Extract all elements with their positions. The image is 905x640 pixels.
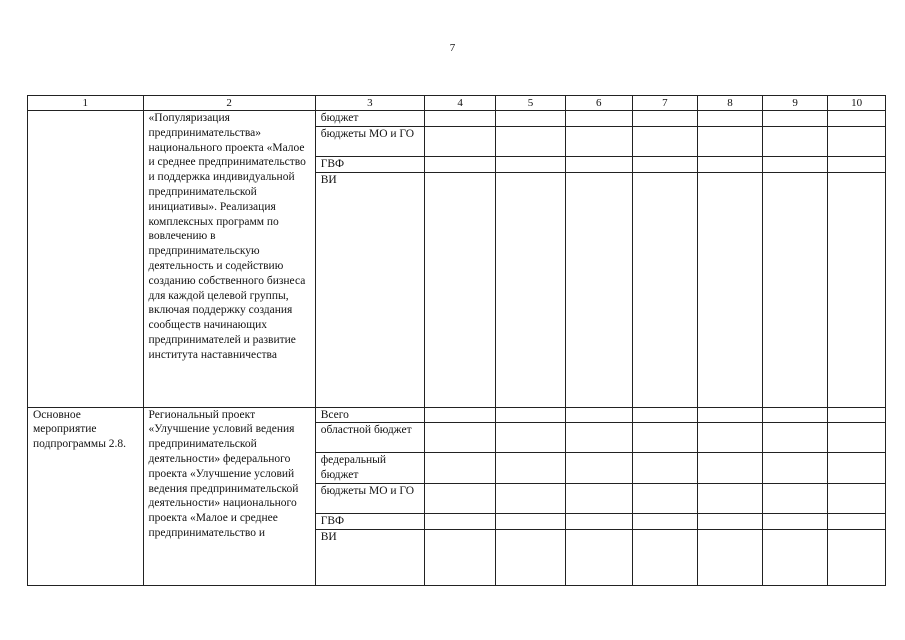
value-cell — [763, 513, 828, 529]
value-cell — [697, 156, 762, 172]
value-cell — [697, 111, 762, 127]
value-cell — [632, 423, 697, 453]
value-cell — [632, 483, 697, 513]
value-cell — [424, 156, 495, 172]
value-cell — [697, 513, 762, 529]
project-description-cell: «Популяризация предпринимательства» национального проекта «Малое и среднее предпринимательство и поддержка индивидуальной предпринимательской инициативы». Реализация комплексных программ по вовлечению в предпринимательскую деятельность и содействию созданию собственного бизнеса для каждой целевой группы, включая поддержку создания сообществ начинающих предпринимателей и развитие института наставничества — [143, 111, 315, 408]
event-name-cell — [28, 111, 144, 408]
value-cell — [828, 407, 886, 423]
value-cell — [763, 172, 828, 407]
value-cell — [763, 156, 828, 172]
page-number: 7 — [449, 42, 456, 54]
value-cell — [632, 407, 697, 423]
value-cell — [424, 529, 495, 585]
funding-source-cell: ГВФ — [315, 156, 424, 172]
value-cell — [828, 172, 886, 407]
value-cell — [565, 111, 632, 127]
value-cell — [565, 483, 632, 513]
value-cell — [565, 172, 632, 407]
header-cell: 8 — [697, 96, 762, 111]
value-cell — [496, 453, 565, 484]
value-cell — [424, 172, 495, 407]
value-cell — [496, 126, 565, 156]
value-cell — [828, 111, 886, 127]
value-cell — [763, 423, 828, 453]
funding-source-cell: областной бюджет — [315, 423, 424, 453]
value-cell — [565, 423, 632, 453]
funding-source-cell: бюджеты МО и ГО — [315, 126, 424, 156]
funding-source-cell: ВИ — [315, 172, 424, 407]
value-cell — [697, 483, 762, 513]
header-cell: 6 — [565, 96, 632, 111]
value-cell — [763, 111, 828, 127]
value-cell — [697, 453, 762, 484]
value-cell — [496, 172, 565, 407]
value-cell — [763, 126, 828, 156]
value-cell — [828, 156, 886, 172]
value-cell — [697, 126, 762, 156]
value-cell — [424, 111, 495, 127]
value-cell — [632, 453, 697, 484]
value-cell — [496, 407, 565, 423]
value-cell — [697, 172, 762, 407]
value-cell — [763, 407, 828, 423]
table-row — [28, 407, 886, 423]
value-cell — [424, 513, 495, 529]
event-name-cell: Основное мероприятие подпрограммы 2.8. — [28, 407, 144, 585]
value-cell — [565, 513, 632, 529]
value-cell — [496, 156, 565, 172]
funding-source-cell: бюджеты МО и ГО — [315, 483, 424, 513]
funding-source-cell: ГВФ — [315, 513, 424, 529]
value-cell — [828, 453, 886, 484]
header-cell: 1 — [28, 96, 144, 111]
value-cell — [424, 407, 495, 423]
value-cell — [565, 126, 632, 156]
value-cell — [828, 529, 886, 585]
value-cell — [496, 529, 565, 585]
value-cell — [632, 111, 697, 127]
value-cell — [697, 407, 762, 423]
header-cell: 4 — [424, 96, 495, 111]
value-cell — [632, 156, 697, 172]
table-row — [28, 111, 886, 127]
value-cell — [565, 453, 632, 484]
value-cell — [424, 453, 495, 484]
project-description-cell: Региональный проект «Улучшение условий ведения предпринимательской деятельности» федерального проекта «Улучшение условий ведения предпринимательской деятельности» национального проекта «Малое и среднее предпринимательство и — [143, 407, 315, 585]
value-cell — [828, 513, 886, 529]
value-cell — [632, 529, 697, 585]
value-cell — [697, 423, 762, 453]
value-cell — [565, 156, 632, 172]
funding-source-cell: бюджет — [315, 111, 424, 127]
value-cell — [424, 126, 495, 156]
value-cell — [496, 423, 565, 453]
value-cell — [828, 126, 886, 156]
header-cell: 7 — [632, 96, 697, 111]
value-cell — [424, 483, 495, 513]
value-cell — [632, 513, 697, 529]
value-cell — [496, 111, 565, 127]
header-cell: 5 — [496, 96, 565, 111]
header-cell: 10 — [828, 96, 886, 111]
value-cell — [763, 453, 828, 484]
value-cell — [424, 423, 495, 453]
value-cell — [496, 483, 565, 513]
value-cell — [565, 529, 632, 585]
value-cell — [828, 483, 886, 513]
header-cell: 3 — [315, 96, 424, 111]
funding-source-cell: федеральный бюджет — [315, 453, 424, 484]
budget-table — [27, 95, 886, 586]
header-cell: 2 — [143, 96, 315, 111]
value-cell — [763, 529, 828, 585]
funding-source-cell: Всего — [315, 407, 424, 423]
value-cell — [565, 407, 632, 423]
value-cell — [697, 529, 762, 585]
value-cell — [496, 513, 565, 529]
value-cell — [632, 172, 697, 407]
header-row — [28, 96, 886, 111]
value-cell — [632, 126, 697, 156]
funding-source-cell: ВИ — [315, 529, 424, 585]
header-cell: 9 — [763, 96, 828, 111]
value-cell — [828, 423, 886, 453]
value-cell — [763, 483, 828, 513]
